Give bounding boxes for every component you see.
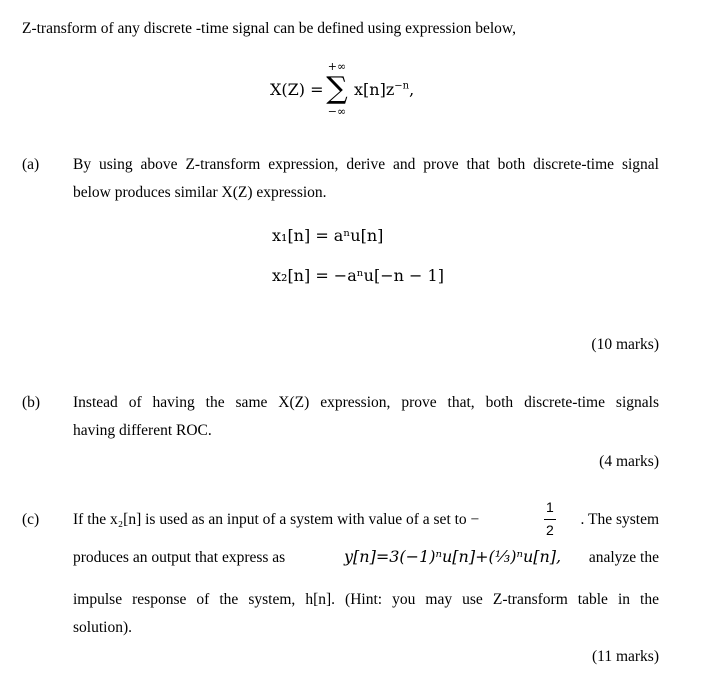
part-c-label: (c) <box>22 511 40 528</box>
sum-symbol: ∑ <box>326 71 348 106</box>
formula-rhs-end: , <box>409 80 415 99</box>
formula-rhs-base: x[n]z <box>354 80 395 99</box>
part-c-line4: solution). <box>73 619 132 636</box>
part-c-marks: (11 marks) <box>591 648 659 665</box>
intro-text: Z-transform of any discrete -time signal can be defined using expression below, <box>22 20 516 37</box>
equation-x1: x₁[n] = aⁿu[n] <box>272 226 384 245</box>
part-a-marks: (10 marks) <box>591 336 659 353</box>
part-c-line3: impulse response of the system, h[n]. (Hint: you may use Z-transform table in the <box>73 591 659 608</box>
part-c-line2a: produces an output that express as <box>73 549 286 566</box>
part-b-line2: having different ROC. <box>73 422 212 439</box>
formula-lhs: X(Z) = <box>270 80 324 99</box>
part-a-line1: By using above Z-transform expression, derive and prove that both discrete-time signal <box>73 156 659 173</box>
sum-upper-limit: +∞ <box>327 60 347 73</box>
formula-rhs <box>354 80 414 99</box>
part-a-text <box>73 151 659 207</box>
part-c-text <box>73 586 659 642</box>
part-b-label: (b) <box>22 394 41 411</box>
part-b-marks: (4 marks) <box>599 453 659 470</box>
summation <box>324 60 350 122</box>
fraction-bar <box>544 519 556 520</box>
fraction-denominator: 2 <box>546 522 554 538</box>
part-c-line1a: If the x₂[n] is used as an input of a system with value of a set to − <box>73 511 480 528</box>
part-a-label: (a) <box>22 156 40 173</box>
part-b-line1: Instead of having the same X(Z) expression, prove that, both discrete-time signals <box>73 394 659 411</box>
fraction-numerator: 1 <box>546 499 554 515</box>
formula-rhs-exponent: −n <box>394 80 410 92</box>
output-equation: y[n]=3(−1)ⁿu[n]+(⅓)ⁿu[n], <box>344 547 562 566</box>
equation-x2: x₂[n] = −aⁿu[−n − 1] <box>272 266 444 285</box>
sum-lower-limit: −∞ <box>327 105 347 118</box>
part-c-line1b: . The system <box>580 511 659 528</box>
part-c-line2b: analyze the <box>588 549 659 566</box>
part-b-text <box>73 389 659 445</box>
part-a-line2: below produces similar X(Z) expression. <box>73 184 327 201</box>
